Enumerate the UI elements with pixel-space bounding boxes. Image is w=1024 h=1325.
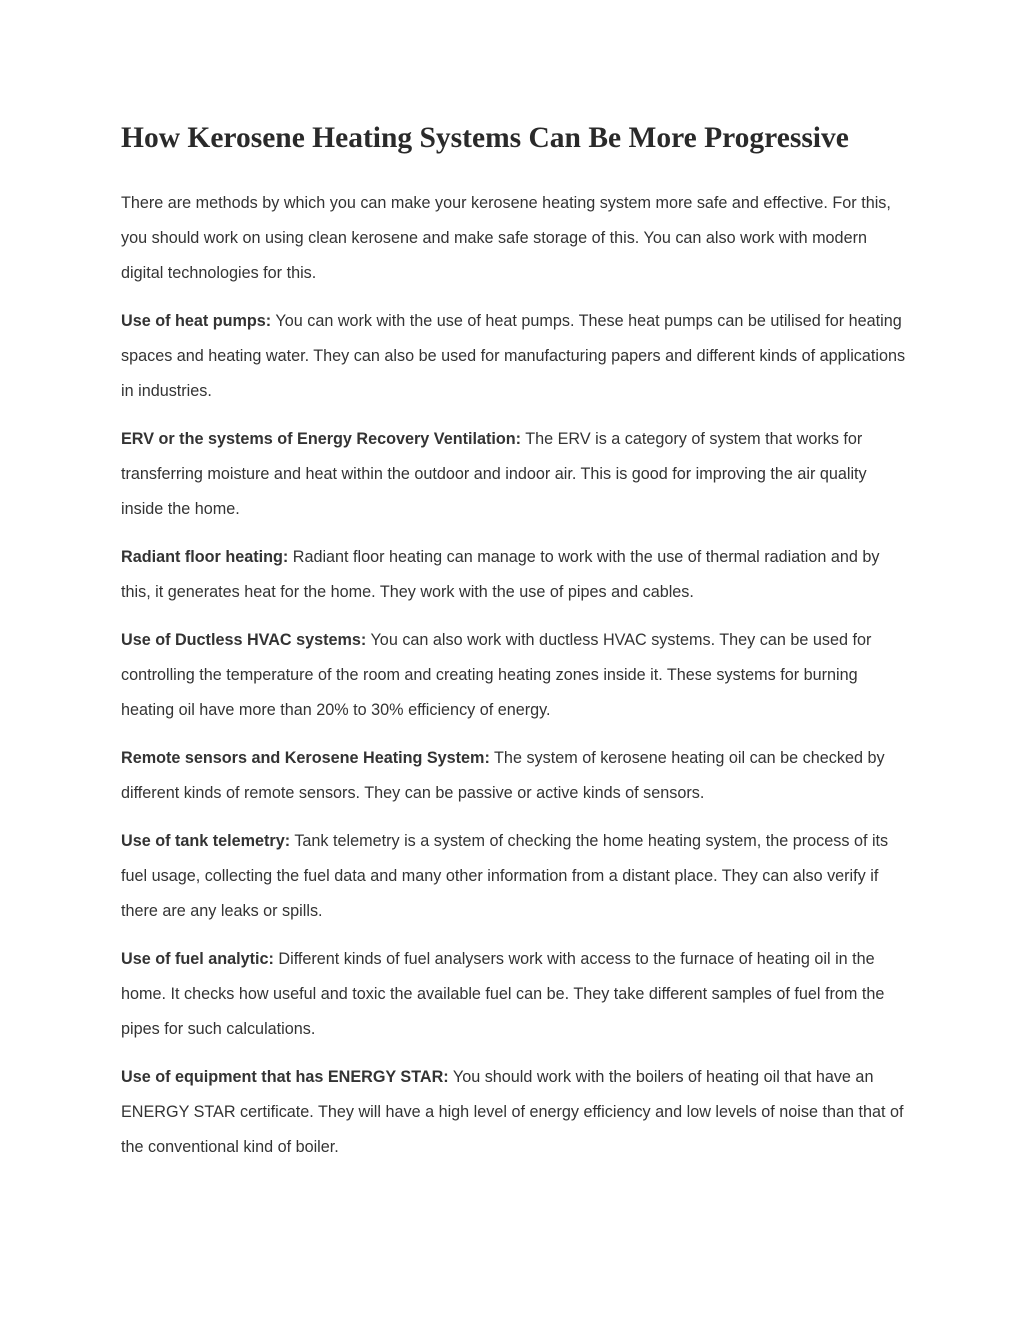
document-page	[121, 112, 911, 1178]
page-title: How Kerosene Heating Systems Can Be More Progressive	[121, 122, 849, 154]
section-text: Different kinds of fuel analysers work with access to the furnace of heating oil in the home. It checks how useful and toxic the available fuel can be. They take different samples of fuel from the pipes for such calculations.	[121, 950, 885, 1038]
section-heat-pumps	[121, 304, 911, 409]
section-label: Remote sensors and Kerosene Heating System:	[121, 749, 490, 767]
section-remote-sensors	[121, 741, 911, 811]
section-label: ERV or the systems of Energy Recovery Ventilation:	[121, 430, 522, 448]
section-ductless-hvac	[121, 623, 911, 728]
section-fuel-analytic	[121, 942, 911, 1047]
section-text: The system of kerosene heating oil can be checked by different kinds of remote sensors. They can be passive or active kinds of sensors.	[121, 749, 885, 802]
section-text: Tank telemetry is a system of checking the home heating system, the process of its fuel usage, collecting the fuel data and many other information from a distant place. They can also verify if there are any leaks or spills.	[121, 832, 889, 920]
section-energy-star	[121, 1060, 911, 1165]
section-erv	[121, 422, 911, 527]
section-label: Use of tank telemetry:	[121, 832, 291, 850]
section-text: You should work with the boilers of heating oil that have an ENERGY STAR certificate. They will have a high level of energy efficiency and low levels of noise than that of the conventional kind of boiler.	[121, 1068, 904, 1156]
section-text: You can also work with ductless HVAC systems. They can be used for controlling the temperature of the room and creating heating zones inside it. These systems for burning heating oil have more than 20% to 30% efficiency of energy.	[121, 631, 872, 719]
section-label: Radiant floor heating:	[121, 548, 289, 566]
intro-paragraph: There are methods by which you can make your kerosene heating system more safe and effective. For this, you should work on using clean kerosene and make safe storage of this. You can also work with modern digital technologies for this.	[121, 194, 891, 282]
section-radiant-floor	[121, 540, 911, 610]
section-label: Use of Ductless HVAC systems:	[121, 631, 367, 649]
section-label: Use of equipment that has ENERGY STAR:	[121, 1068, 449, 1086]
section-text: You can work with the use of heat pumps. These heat pumps can be utilised for heating spaces and heating water. They can also be used for manufacturing papers and different kinds of applications in industries.	[121, 312, 906, 400]
section-text: The ERV is a category of system that works for transferring moisture and heat within the outdoor and indoor air. This is good for improving the air quality inside the home.	[121, 430, 867, 518]
section-label: Use of heat pumps:	[121, 312, 272, 330]
section-tank-telemetry	[121, 824, 911, 929]
section-text: Radiant floor heating can manage to work with the use of thermal radiation and by this, it generates heat for the home. They work with the use of pipes and cables.	[121, 548, 880, 601]
section-label: Use of fuel analytic:	[121, 950, 274, 968]
